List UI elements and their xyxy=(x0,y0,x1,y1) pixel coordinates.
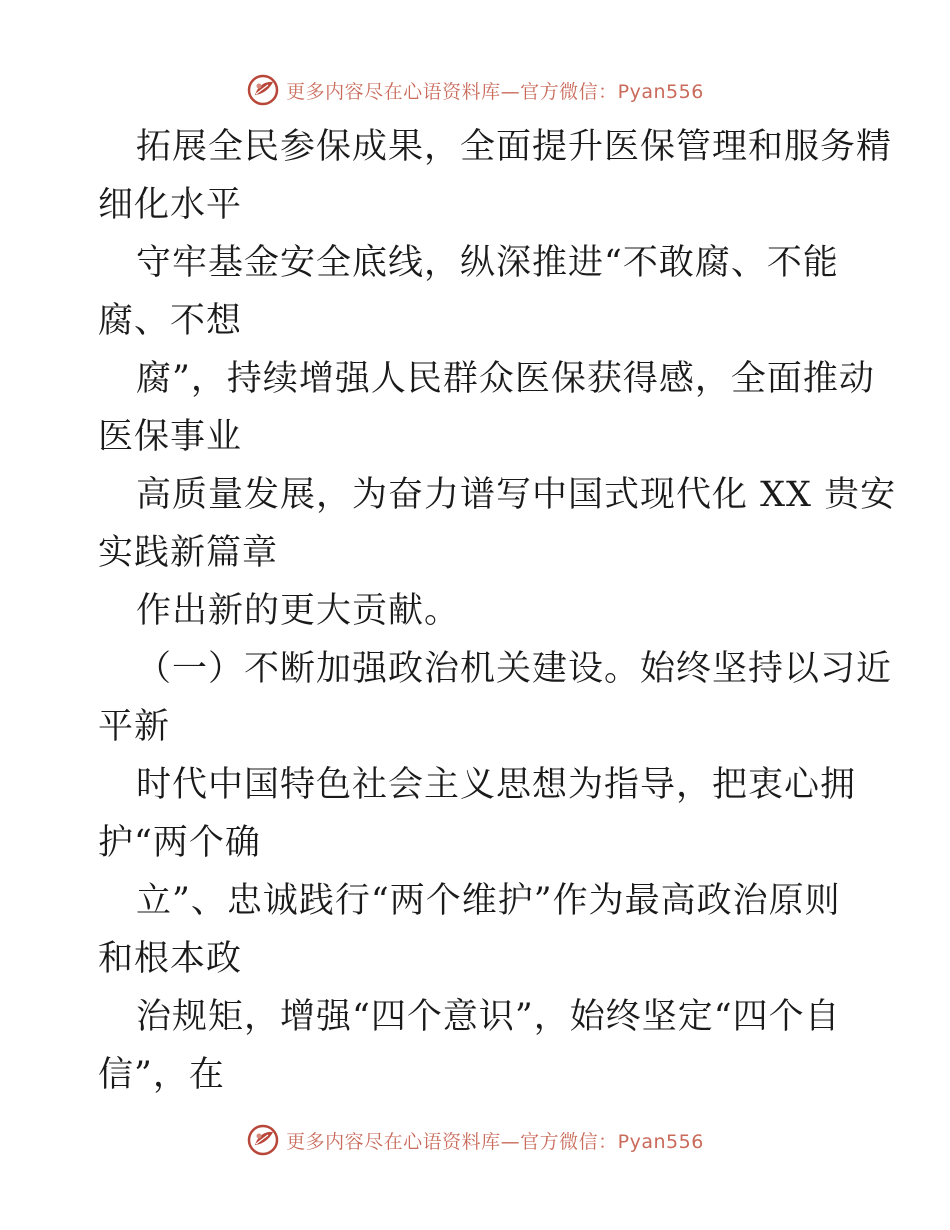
body-text-line: 腐”，持续增强人民群众医保获得感，全面推动 xyxy=(136,359,875,399)
document-body xyxy=(98,118,897,1104)
leaf-logo-icon xyxy=(246,73,280,107)
body-text-line: 护“两个确 xyxy=(98,823,261,863)
body-text-line: 医保事业 xyxy=(98,417,243,457)
footer-banner xyxy=(0,1120,950,1160)
header-banner xyxy=(0,70,950,110)
body-text-line: 拓展全民参保成果，全面提升医保管理和服务精 xyxy=(136,127,893,167)
body-text-line: 治规矩，增强“四个意识”，始终坚定“四个自 xyxy=(136,997,841,1037)
header-banner-text: 更多内容尽在心语资料库—官方微信：Pyan556 xyxy=(286,80,704,103)
body-text-line: 腐、不想 xyxy=(98,301,243,341)
leaf-logo-icon xyxy=(246,1123,280,1157)
body-text-line: 高质量发展，为奋力谱写中国式现代化 XX 贵安 xyxy=(136,475,897,515)
body-text-line: 守牢基金安全底线，纵深推进“不敢腐、不能 xyxy=(136,243,839,283)
body-text-line: 实践新篇章 xyxy=(98,533,279,573)
body-text-line: 和根本政 xyxy=(98,939,243,979)
body-text-line: 作出新的更大贡献。 xyxy=(136,591,461,631)
body-text-line: 时代中国特色社会主义思想为指导，把衷心拥 xyxy=(136,765,857,805)
footer-banner-text: 更多内容尽在心语资料库—官方微信：Pyan556 xyxy=(286,1130,704,1153)
body-text-line: 细化水平 xyxy=(98,185,243,225)
body-text-line: 信”，在 xyxy=(98,1055,225,1095)
body-text-line: （一）不断加强政治机关建设。始终坚持以习近 xyxy=(136,649,893,689)
body-text-line: 立”、忠诚践行“两个维护”作为最高政治原则 xyxy=(136,881,841,921)
body-text-line: 平新 xyxy=(98,707,171,747)
